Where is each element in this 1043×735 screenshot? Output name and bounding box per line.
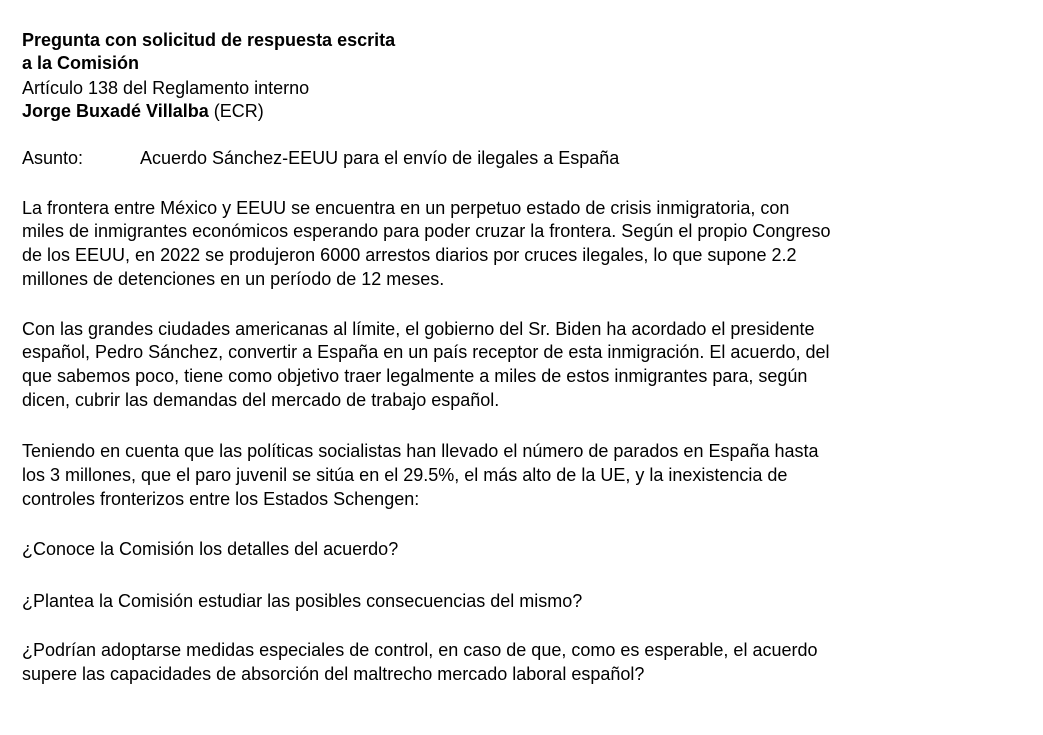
- question-2: ¿Plantea la Comisión estudiar las posibles consecuencias del mismo?: [22, 591, 583, 611]
- author-name: Jorge Buxadé Villalba: [22, 101, 209, 121]
- subject-text: Acuerdo Sánchez-EEUU para el envío de ilegales a España: [140, 148, 620, 168]
- paragraph-line: Con las grandes ciudades americanas al límite, el gobierno del Sr. Biden ha acordado el presidente: [22, 319, 815, 339]
- document-title: Pregunta con solicitud de respuesta escrita: [22, 30, 396, 50]
- paragraph-line: Teniendo en cuenta que las políticas socialistas han llevado el número de parados en España hasta: [22, 441, 819, 461]
- paragraph-line: español, Pedro Sánchez, convertir a España en un país receptor de esta inmigración. El acuerdo, del: [22, 342, 830, 362]
- question-3-line-2: supere las capacidades de absorción del maltrecho mercado laboral español?: [22, 664, 645, 684]
- author-line: [22, 100, 264, 122]
- question-1: ¿Conoce la Comisión los detalles del acuerdo?: [22, 539, 399, 559]
- document-title-recipient: a la Comisión: [22, 53, 140, 73]
- paragraph-line: miles de inmigrantes económicos esperando para poder cruzar la frontera. Según el propio Congreso: [22, 221, 831, 241]
- paragraph-line: dicen, cubrir las demandas del mercado de trabajo español.: [22, 390, 500, 410]
- regulation-reference: Artículo 138 del Reglamento interno: [22, 78, 310, 98]
- paragraph-line: que sabemos poco, tiene como objetivo traer legalmente a miles de estos inmigrantes para, según: [22, 366, 808, 386]
- author-group: (ECR): [208, 101, 264, 121]
- subject-line: [22, 147, 822, 169]
- paragraph-line: La frontera entre México y EEUU se encuentra en un perpetuo estado de crisis inmigratoria, con: [22, 198, 790, 218]
- paragraph-line: los 3 millones, que el paro juvenil se sitúa en el 29.5%, el más alto de la UE, y la inexistencia de: [22, 465, 788, 485]
- paragraph-line: controles fronterizos entre los Estados Schengen:: [22, 489, 420, 509]
- question-3-line-1: ¿Podrían adoptarse medidas especiales de control, en caso de que, como es esperable, el acuerdo: [22, 640, 818, 660]
- subject-label: Asunto:: [22, 148, 84, 168]
- paragraph-line: de los EEUU, en 2022 se produjeron 6000 arrestos diarios por cruces ilegales, lo que supone 2.2: [22, 245, 797, 265]
- paragraph-line: millones de detenciones en un período de 12 meses.: [22, 269, 445, 289]
